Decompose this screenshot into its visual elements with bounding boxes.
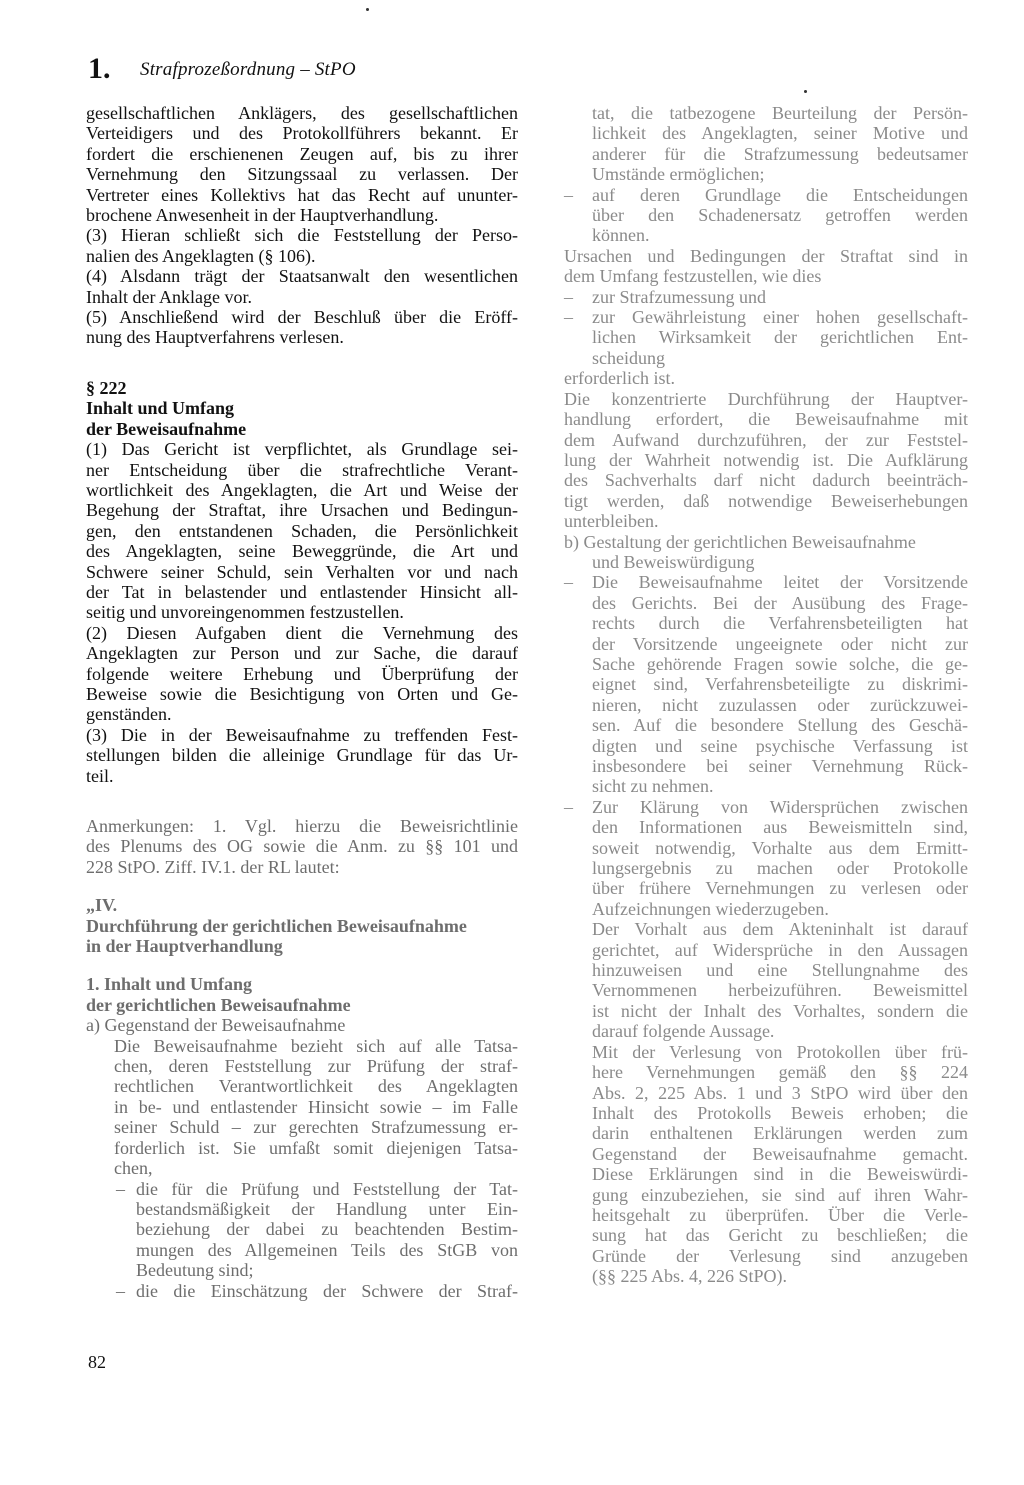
text-line: Die Beweisaufnahme bezieht sich auf alle Tatsa- <box>114 1035 518 1056</box>
text-line: nieren, nicht zuzulassen oder zurückzuwei- <box>592 694 968 715</box>
concentration-paragraph <box>564 389 968 532</box>
text-line: Der Vorhalt aus dem Akteninhalt ist darauf <box>592 919 968 940</box>
dash-item <box>86 1179 518 1281</box>
text-line: gerichtet, auf Widersprüche in den Aussagen <box>592 939 968 960</box>
text-line: (2) Diesen Aufgaben dient die Vernehmung des <box>86 622 518 643</box>
text-line: des Gerichts. Bei der Ausübung des Frage- <box>592 592 968 613</box>
text-line: Zur Klärung von Widersprüchen zwischen <box>592 796 968 817</box>
page-number: 82 <box>88 1352 106 1372</box>
text-line: unterbleiben. <box>564 511 659 532</box>
text-line: des Sachverhalts darf nicht dadurch beeinträch- <box>564 470 968 491</box>
text-line: Vertreter eines Kollektivs hat das Recht auf ununter- <box>86 184 518 205</box>
text-line: Verteidigers und des Protokollführers bekannt. Er <box>86 123 518 144</box>
dash-item <box>564 797 968 1287</box>
dash-item <box>564 307 968 368</box>
text-line: den Informationen aus Beweismitteln sind, <box>592 817 968 838</box>
text-line: hinzuweisen und eine Stellungnahme des <box>592 960 968 981</box>
item-label: b) Gestaltung der gerichtlichen Beweisaufnahme <box>564 531 916 552</box>
text-line: anderer für die Strafzumessung bedeutsamer <box>592 143 968 164</box>
text-line: Begehung der Straftat, ihre Ursachen und Bedingun- <box>86 500 518 521</box>
dash-bullet: – <box>564 796 573 817</box>
scan-speck <box>366 8 369 11</box>
text-line: in be- und entlastender Hinsicht sowie – im Falle <box>114 1096 518 1117</box>
text-line: über den Schadenersatz getroffen werden <box>592 205 968 226</box>
text-line: darauf folgende Aussage. <box>592 1021 775 1042</box>
text-line: tat, die tatbezogene Beurteilung der Persön- <box>592 103 968 123</box>
text-line: der Vorsitzende ungeeignete oder nicht zur <box>592 633 968 654</box>
text-line: Ursachen und Bedingungen der Straftat sind in <box>564 245 968 266</box>
text-line: über frühere Vernehmungen zu verlesen oder <box>592 878 968 899</box>
text-line: digten und seine psychische Verfassung ist <box>592 735 968 756</box>
text-line: Gründe der Verlesung sind anzugeben <box>592 1245 968 1266</box>
right-column <box>564 103 968 1287</box>
text-line: sen. Auf die besondere Stellung des Geschä- <box>592 715 968 736</box>
text-line: rechtlichen Verantwortlichkeit des Angeklagten <box>114 1076 518 1097</box>
text-line: gen, den entstandenen Schaden, die Persönlichkeit <box>86 520 518 541</box>
text-line: Diese Erklärungen sind in die Beweiswürdi- <box>592 1164 968 1185</box>
quote-roman: „IV. <box>86 895 118 916</box>
text-line: die für die Prüfung und Feststellung der Tat- <box>136 1178 518 1199</box>
text-line: (3) Die in der Beweisaufnahme zu treffenden Fest- <box>86 724 518 745</box>
text-line: forderlich ist. Sie umfaßt somit diejenigen Tatsa- <box>114 1137 518 1158</box>
text-line: rechts durch die Verfahrensbeteiligten hat <box>592 613 968 634</box>
text-line: Schwere seiner Schuld, sein Verhalten vor und nach <box>86 561 518 582</box>
dash-bullet: – <box>564 572 573 593</box>
text-line: lichkeit des Angeklagten, seiner Motive und <box>592 123 968 144</box>
text-line: handlung erfordert, die Beweisaufnahme mit <box>564 409 968 430</box>
text-line: lichen Wirksamkeit der gerichtlichen Ent- <box>592 327 968 348</box>
text-line: (5) Anschließend wird der Beschluß über die Eröff- <box>86 307 518 328</box>
text-line: dem Aufwand durchzuführen, der zur Feststel- <box>564 429 968 450</box>
text-line: Mit der Verlesung von Protokollen über frü- <box>592 1041 968 1062</box>
text-line: tigt werden, daß notwendige Beweiserhebungen <box>564 490 968 511</box>
running-header <box>88 52 528 88</box>
text-line: bestandsmäßigkeit der Handlung unter Ein- <box>136 1198 518 1219</box>
text-line: (§§ 225 Abs. 4, 226 StPO). <box>592 1266 788 1287</box>
text-line: Angeklagten zur Person und zur Sache, die darauf <box>86 643 518 664</box>
text-line: des Angeklagten, seine Beweggründe, die Art und <box>86 541 518 562</box>
text-line: soweit notwendig, Vorhalte aus dem Ermitt- <box>592 837 968 858</box>
text-line: dem Umfang festzustellen, wie dies <box>564 266 822 287</box>
item-label: a) Gegenstand der Beweisaufnahme <box>86 1015 346 1036</box>
text-line: ner Entscheidung über die strafrechtliche Verant- <box>86 459 518 480</box>
text-line: folgende weitere Erhebung und Überprüfung der <box>86 663 518 684</box>
text-line: der Tat in belastender und entlastender Hinsicht all- <box>86 581 518 602</box>
text-line: nung des Hauptverfahrens verlesen. <box>86 327 344 348</box>
text-line: seiner Schuld – zur gerechten Strafzumessung er- <box>114 1117 518 1138</box>
intro-paragraphs <box>86 103 518 348</box>
text-line: stellungen bilden die alleinige Grundlage für das Ur- <box>86 745 518 766</box>
text-line: Beweise sowie die Besichtigung von Orten und Ge- <box>86 683 518 704</box>
text-line: insbesondere bei seiner Vernehmung Rück- <box>592 756 968 776</box>
text-line: teil. <box>86 765 114 786</box>
text-line: here Vernehmungen gemäß den §§ 224 <box>592 1062 968 1083</box>
text-line: scheidung <box>592 347 665 368</box>
text-line: Sache gehörende Fragen sowie solche, die ge- <box>592 653 968 674</box>
text-line: Abs. 2, 225 Abs. 1 und 3 StPO wird über den <box>592 1082 968 1103</box>
text-line: (3) Hieran schließt sich die Feststellung der Perso- <box>86 225 518 246</box>
dash-item <box>564 185 968 246</box>
text-line: lungsergebnis zu machen oder Protokolle <box>592 858 968 879</box>
text-line: (4) Alsdann trägt der Staatsanwalt den wesentlichen <box>86 266 518 287</box>
text-line: Die konzentrierte Durchführung der Hauptver- <box>564 388 968 409</box>
text-line: Anmerkungen: 1. Vgl. hierzu die Beweisrichtlinie <box>86 816 518 836</box>
text-line: gesellschaftlichen Anklägers, des gesellschaftlichen <box>86 103 518 123</box>
text-line: heitsgehalt zu überprüfen. Über die Verle- <box>592 1204 968 1225</box>
text-line: Vernommenen herbeizuführen. Beweismittel <box>592 980 968 1001</box>
dash-bullet: – <box>564 286 573 307</box>
text-line: Inhalt der Anklage vor. <box>86 286 252 307</box>
text-line: ist nicht der Inhalt des Vorhaltes, sondern die <box>592 1000 968 1021</box>
subsection-title: der gerichtlichen Beweisaufnahme <box>86 994 351 1015</box>
chapter-number: 1. <box>88 52 111 85</box>
left-column <box>86 103 518 1301</box>
item-label: und Beweiswürdigung <box>592 551 755 572</box>
text-line: zur Gewährleistung einer hohen gesellschaft- <box>592 307 968 328</box>
text-line: Bedeutung sind; <box>136 1260 254 1281</box>
text-line: seitig und unvoreingenommen festzustellen. <box>86 602 404 623</box>
text-line: 228 StPO. Ziff. IV.1. der RL lautet: <box>86 856 340 877</box>
text-line: gung einzubeziehen, sie sind auf ihren Wahr- <box>592 1184 968 1205</box>
dash-bullet: – <box>116 1178 125 1199</box>
quote-title: in der Hauptverhandlung <box>86 936 283 957</box>
subsection-title: 1. Inhalt und Umfang <box>86 974 253 995</box>
section-222 <box>86 378 518 786</box>
text-line: des Plenums des OG sowie die Anm. zu §§ 101 und <box>86 836 518 857</box>
text-line: chen, deren Feststellung zur Prüfung der straf- <box>114 1056 518 1077</box>
dash-item <box>86 1281 518 1301</box>
text-line: sicht zu nehmen. <box>592 776 714 797</box>
text-line: Umstände ermöglichen; <box>592 164 765 185</box>
text-line: lung der Wahrheit notwendig ist. Die Aufklärung <box>564 449 968 470</box>
text-line: Gegenstand der Beweisaufnahme gemacht. <box>592 1143 968 1164</box>
text-line: chen, <box>114 1158 153 1179</box>
text-line: auf deren Grundlage die Entscheidungen <box>592 184 968 205</box>
chapter-title: Strafprozeßordnung – StPO <box>140 59 356 80</box>
text-line: Inhalt des Protokolls Beweis erhoben; die <box>592 1102 968 1123</box>
text-line: genständen. <box>86 704 172 725</box>
dash-continuation <box>564 103 968 185</box>
text-line: erforderlich ist. <box>564 368 675 389</box>
quote-title: Durchführung der gerichtlichen Beweisaufnahme <box>86 915 467 936</box>
scan-speck <box>804 90 807 93</box>
text-line: brochene Anwesenheit in der Hauptverhandlung. <box>86 205 439 226</box>
text-line: können. <box>592 225 650 246</box>
dash-item <box>564 287 968 307</box>
text-line: Vernehmung den Sitzungssaal zu verlassen. Der <box>86 164 518 185</box>
dash-bullet: – <box>116 1280 125 1301</box>
dash-item <box>564 572 968 796</box>
dash-bullet: – <box>564 307 573 328</box>
section-title: Inhalt und Umfang <box>86 398 235 419</box>
text-line: sung hat das Gericht zu beschließen; die <box>592 1225 968 1246</box>
text-line: darin enthaltenen Erklärungen werden zum <box>592 1123 968 1144</box>
section-title: der Beweisaufnahme <box>86 418 247 439</box>
text-line: wortlichkeit des Angeklagten, die Art und Weise der <box>86 479 518 500</box>
text-line: fordert die erschienenen Zeugen auf, bis zu ihrer <box>86 143 518 164</box>
text-line: eignet sind, Verfahrensbeteiligte zu diskrimi- <box>592 674 968 695</box>
annotations <box>86 816 518 1301</box>
section-number: § 222 <box>86 377 127 398</box>
text-line: Aufzeichnungen wiederzugeben. <box>592 898 829 919</box>
dash-bullet: – <box>564 184 573 205</box>
text-line: beziehung der dabei zu beachtenden Bestim- <box>136 1219 518 1240</box>
text-line: nalien des Angeklagten (§ 106). <box>86 245 316 266</box>
text-line: Die Beweisaufnahme leitet der Vorsitzende <box>592 572 968 593</box>
text-line: die die Einschätzung der Schwere der Straf- <box>136 1280 518 1301</box>
text-line: zur Strafzumessung und <box>592 286 766 307</box>
text-line: mungen des Allgemeinen Teils des StGB von <box>136 1239 518 1260</box>
text-line: (1) Das Gericht ist verpflichtet, als Grundlage sei- <box>86 439 518 460</box>
